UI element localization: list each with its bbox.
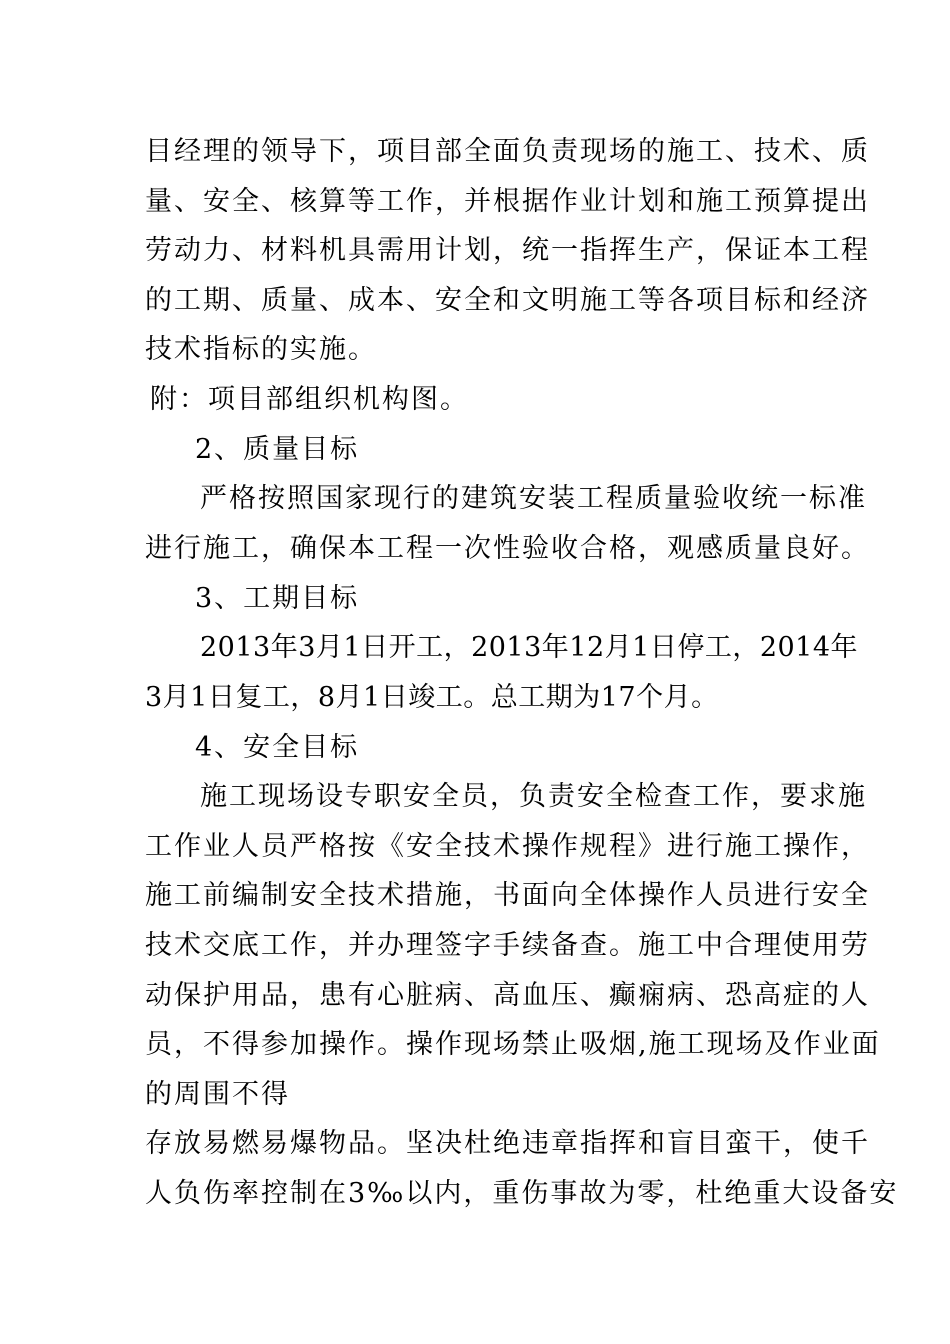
paragraph-line: 技术交底工作，并办理签字手续备查。施工中合理使用劳 xyxy=(145,930,870,961)
paragraph-line: 施工现场设专职安全员，负责安全检查工作，要求施 xyxy=(200,781,867,812)
paragraph-line: 劳动力、材料机具需用计划，统一指挥生产，保证本工程 xyxy=(145,235,870,266)
section-heading-safety: 4、安全目标 xyxy=(195,732,360,763)
paragraph-line: 量、安全、核算等工作，并根据作业计划和施工预算提出 xyxy=(145,186,870,217)
paragraph-line: 的工期、质量、成本、安全和文明施工等各项目标和经济 xyxy=(145,285,870,316)
paragraph-line: 2013年3月1日开工，2013年12月1日停工，2014年 xyxy=(200,632,859,663)
paragraph-line: 施工前编制安全技术措施，书面向全体操作人员进行安全 xyxy=(145,880,870,911)
paragraph-line: 工作业人员严格按《安全技术操作规程》进行施工操作， xyxy=(145,831,870,862)
paragraph-line: 存放易燃易爆物品。坚决杜绝违章指挥和盲目蛮干，使千 xyxy=(145,1128,870,1159)
paragraph-line: 进行施工，确保本工程一次性验收合格，观感质量良好。 xyxy=(145,533,870,564)
attachment-note: 附：项目部组织机构图。 xyxy=(150,384,469,415)
paragraph-line: 技术指标的实施。 xyxy=(145,334,377,365)
section-heading-schedule: 3、工期目标 xyxy=(195,583,360,614)
paragraph-line: 严格按照国家现行的建筑安装工程质量验收统一标准 xyxy=(200,483,867,514)
paragraph-line: 的周围不得 xyxy=(145,1079,290,1110)
paragraph-line: 员，不得参加操作。操作现场禁止吸烟,施工现场及作业面 xyxy=(145,1029,881,1060)
paragraph-line: 目经理的领导下，项目部全面负责现场的施工、技术、质 xyxy=(145,136,870,167)
paragraph-line: 人负伤率控制在3‰以内，重伤事故为零，杜绝重大设备安 xyxy=(145,1178,899,1209)
paragraph-line: 动保护用品，患有心脏病、高血压、癫痫病、恐高症的人 xyxy=(145,980,870,1011)
section-heading-quality: 2、质量目标 xyxy=(195,434,360,465)
paragraph-line: 3月1日复工，8月1日竣工。总工期为17个月。 xyxy=(145,682,719,713)
